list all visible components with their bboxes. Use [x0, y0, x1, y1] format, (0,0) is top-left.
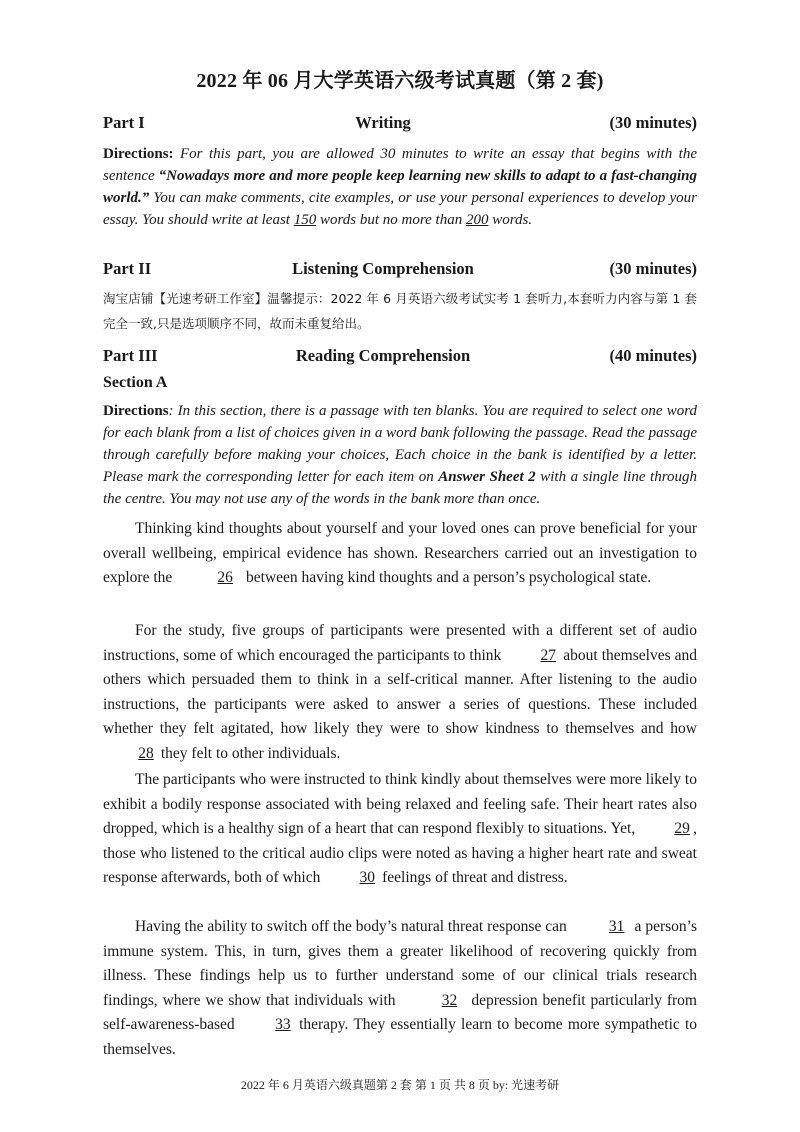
part3-header: [103, 346, 697, 368]
part1-name: Writing: [355, 113, 411, 132]
passage-paragraph-4: [103, 915, 697, 1062]
blank-26: 26: [217, 569, 233, 586]
passage-text: about themselves and others which persuaded them to think in a self-critical manner. After listening to the audio instructions, the participants were asked to answer a series of questions. These included whether they felt agitated, how likely they were to show kindness to themselves and how: [103, 646, 697, 737]
passage-paragraph-1: [103, 517, 697, 591]
part1-header: [103, 113, 697, 135]
part2-time: (30 minutes): [609, 259, 697, 278]
blank-31: 31: [608, 918, 625, 935]
passage-paragraph-2: [103, 619, 697, 766]
passage-text: depression benefit particularly from self-awareness-based: [103, 991, 697, 1033]
answer-sheet-ref: Answer Sheet 2: [438, 469, 536, 485]
part2-header: [103, 259, 697, 281]
directions-label: Directions:: [103, 146, 174, 162]
page-footer: 2022 年 6 月英语六级真题第 2 套 第 1 页 共 8 页 by: 光速考研: [240, 1078, 560, 1092]
max-words: 200: [465, 212, 489, 228]
part2-label: Part II: [103, 259, 152, 278]
blank-32: 32: [441, 991, 458, 1009]
part3-name: Reading Comprehension: [295, 346, 471, 365]
blank-28: 28: [138, 744, 154, 762]
part3-time: (40 minutes): [609, 346, 697, 365]
blank-27: 27: [540, 646, 557, 664]
directions-label: Directions: [103, 403, 169, 419]
directions-text: : In this section, there is a passage with ten blanks. You are required to select one word for each blank from a list of choices given in a word bank following the passage. Read the passage through carefully before making your choices, Each choice in the bank is identified by a letter. Please mark the corresponding letter for each item on: [103, 403, 697, 485]
passage-text: The participants who were instructed to think kindly about themselves were more likely to exhibit a bodily response associated with being relaxed and feeling safe. Their heart rates also dropped, which is a healthy sign of a heart that can respond flexibly to situations. Yet,: [103, 771, 697, 837]
section-a-heading: Section A: [103, 374, 168, 391]
passage-text: Thinking kind thoughts about yourself and your loved ones can prove beneficial for your overall wellbeing, empirical evidence has shown. Researchers carried out an investigation to explore the: [103, 520, 697, 586]
passage-text: For the study, five groups of participants were presented with a different set of audio instructions, some of which encouraged the participants to think: [103, 622, 697, 664]
part1-directions: [103, 143, 697, 231]
part3-label: Part III: [103, 346, 158, 365]
passage-text: , those who listened to the critical audio clips were noted as having a higher heart rate and sweat response afterwards, both of which: [103, 820, 697, 886]
essay-prompt: “Nowadays more and more people keep learning new skills to adapt to a fast-changing world.”: [103, 168, 697, 206]
passage-paragraph-3: [103, 768, 697, 891]
page-title: 2022 年 06 月大学英语六级考试真题（第 2 套): [196, 70, 604, 92]
passage-text: therapy. They essentially learn to become more sympathetic to themselves.: [103, 1016, 698, 1058]
directions-text: with a single line through the centre. You may not use any of the words in the bank more than once.: [103, 469, 697, 507]
listening-notice: 淘宝店铺【光速考研工作室】温馨提示：2022 年 6 月英语六级考试实考 1 套听力,本套听力内容与第 1 套完全一致,只是选项顺序不同，故而未重复给出。: [103, 291, 697, 331]
blank-29: 29: [674, 820, 690, 837]
directions-text: You can make comments, cite examples, or use your personal experiences to develop your essay. You should write at least: [103, 190, 697, 228]
blank-33: 33: [275, 1016, 291, 1033]
part1-time: (30 minutes): [609, 113, 697, 132]
passage-text: Having the ability to switch off the body’s natural threat response can: [135, 918, 571, 935]
part2-name: Listening Comprehension: [292, 259, 474, 278]
passage-text: they felt to other individuals.: [157, 744, 341, 762]
blank-30: 30: [359, 869, 375, 886]
directions-text: words.: [488, 212, 533, 228]
part1-label: Part I: [103, 113, 145, 132]
directions-text: words but no more than: [316, 212, 466, 228]
part3-directions: [103, 400, 697, 510]
passage-text: feelings of threat and distress.: [378, 869, 568, 886]
passage-text: a person’s immune system. This, in turn, gives them a greater likelihood of recovering quickly from illness. These findings help us to further understand some of our clinical trials research findings, where we show that individuals with: [103, 918, 698, 1009]
passage-text: between having kind thoughts and a person’s psychological state.: [242, 569, 652, 586]
min-words: 150: [293, 212, 317, 228]
directions-text: For this part, you are allowed 30 minutes to write an essay that begins with the sentence: [103, 146, 697, 184]
